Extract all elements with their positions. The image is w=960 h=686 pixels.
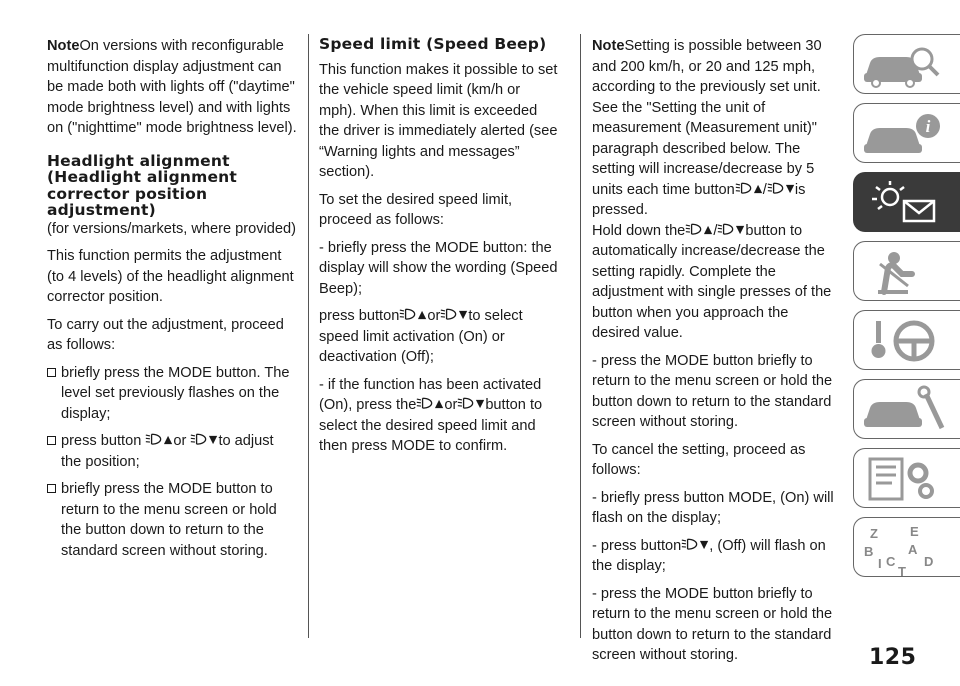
paragraph (592, 536, 840, 577)
car-search-icon (858, 39, 958, 91)
paragraph: To carry out the adjustment, proceed as follows: (47, 316, 284, 353)
list-item-text: briefly press the MODE button to return to the menu screen or hold the button down to return to the standard screen without storing. (61, 481, 277, 559)
paragraph: To set the desired speed limit, proceed as follows: (319, 191, 513, 228)
checkbox-bullet-icon (47, 368, 56, 377)
text: button to select the desired speed limit and then press MODE to confirm. (319, 397, 543, 454)
headlight-down-icon (717, 222, 745, 238)
headlight-up-icon (416, 396, 444, 412)
text: button to automatically increase/decrease the setting rapidly. Complete the adjustment with single presses of the button when you approach the desired value. (592, 222, 832, 341)
text: or (444, 397, 458, 413)
tab-car-search[interactable] (853, 34, 960, 94)
checkbox-bullet-icon (47, 436, 56, 445)
section-subheading: (for versions/markets, where provided) (47, 220, 296, 237)
headlight-up-icon (685, 222, 713, 238)
alphabet-index-icon (858, 522, 958, 580)
headlight-up-icon (399, 307, 427, 323)
headlight-up-icon (735, 181, 763, 197)
text: Hold down the (592, 222, 686, 239)
tab-car-info[interactable] (853, 103, 960, 163)
list-item-text: press button (61, 433, 142, 449)
headlight-down-icon (190, 432, 218, 448)
tab-in-emergency[interactable] (853, 379, 960, 439)
column-middle (319, 36, 559, 464)
svg-text:I: I (878, 556, 882, 571)
warning-light-message-icon (858, 177, 958, 229)
tab-starting-driving[interactable] (853, 310, 960, 370)
note-paragraph (592, 36, 840, 344)
tab-warning-lights[interactable] (853, 172, 960, 232)
headlight-down-icon (767, 181, 795, 197)
tab-safety[interactable] (853, 241, 960, 301)
paragraph: This function makes it possible to set the vehicle speed limit (km/h or mph). When this limit is exceeded the driver is immediately alerted (see “Warning lights and messages” section). (319, 61, 558, 180)
paragraph: - press the MODE button briefly to return to the menu screen or hold the button down to return to the standard screen without storing. (592, 352, 833, 430)
headlight-down-icon (681, 537, 709, 553)
section-heading-headlight: Headlight alignment (Headlight alignment corrector position adjustment) (47, 151, 238, 219)
headlight-down-icon (440, 307, 468, 323)
svg-text:B: B (864, 544, 874, 559)
column-divider (308, 34, 309, 638)
paragraph (319, 306, 559, 368)
paragraph (319, 375, 559, 457)
column-right (592, 36, 840, 673)
car-info-icon (858, 108, 958, 160)
svg-text:D: D (924, 554, 934, 569)
car-wrench-icon (858, 384, 958, 436)
text: / (713, 222, 718, 239)
note-label: Note (592, 38, 625, 54)
section-heading-speed-limit: Speed limit (Speed Beep) (319, 35, 547, 53)
note-text: On versions with reconfigurable multifunction display adjustment can be made both with lights off ("daytime" mode brightness level) and with lights on ("nighttime" mode brightness level). (47, 38, 297, 136)
text: - press button (592, 537, 682, 554)
key-steering-wheel-icon (858, 315, 958, 367)
text: is pressed. (592, 181, 806, 218)
tab-index[interactable] (853, 517, 960, 577)
svg-text:C: C (886, 554, 896, 569)
paragraph: This function permits the adjustment (to 4 levels) of the headlight alignment corrector position. (47, 248, 294, 305)
svg-text:Z: Z (870, 526, 878, 541)
text: press button (319, 308, 400, 324)
paragraph: - briefly press button MODE, (On) will flash on the display; (592, 489, 834, 526)
page-number: 125 (869, 645, 917, 670)
list-item (47, 479, 297, 561)
note-paragraph (47, 36, 297, 139)
text: or (427, 308, 441, 324)
list-item (47, 431, 297, 472)
svg-text:E: E (910, 524, 919, 539)
paragraph: To cancel the setting, proceed as follows: (592, 441, 806, 478)
text: / (762, 181, 767, 198)
column-left (47, 36, 297, 568)
list-item-text: to adjust the position; (61, 433, 274, 470)
list-item (47, 363, 297, 425)
checkbox-bullet-icon (47, 484, 56, 493)
checklist-gear-icon (858, 453, 958, 505)
text: to select speed limit activation (On) or deactivation (Off); (319, 308, 523, 365)
text: - if the function has been activated (On), press the (319, 376, 542, 413)
paragraph: - press the MODE button briefly to return to the menu screen or hold the button down to return to the standard screen without storing. (592, 585, 833, 663)
paragraph: - briefly press the MODE button: the display will show the wording (Speed Beep); (319, 239, 558, 297)
headlight-up-icon (145, 432, 173, 448)
svg-text:i: i (925, 117, 931, 136)
text: Setting is possible between 30 and 200 km/h, or 20 and 125 mph, according to the previously set unit. See the "Setting the unit of measurement (Measurement unit)" paragraph described below. The setting will increase/decrease by 5 units each time button (592, 38, 822, 198)
note-label: Note (47, 38, 80, 54)
svg-text:T: T (898, 564, 906, 579)
seat-airbag-icon (858, 246, 958, 298)
list-item-text: or (173, 433, 187, 449)
text: , (Off) will flash on the display; (592, 537, 826, 574)
list-item-text: briefly press the MODE button. The level set previously flashes on the display; (61, 364, 290, 422)
svg-text:A: A (908, 542, 918, 557)
headlight-down-icon (457, 396, 485, 412)
tab-technical-data[interactable] (853, 448, 960, 508)
column-divider (580, 34, 581, 638)
